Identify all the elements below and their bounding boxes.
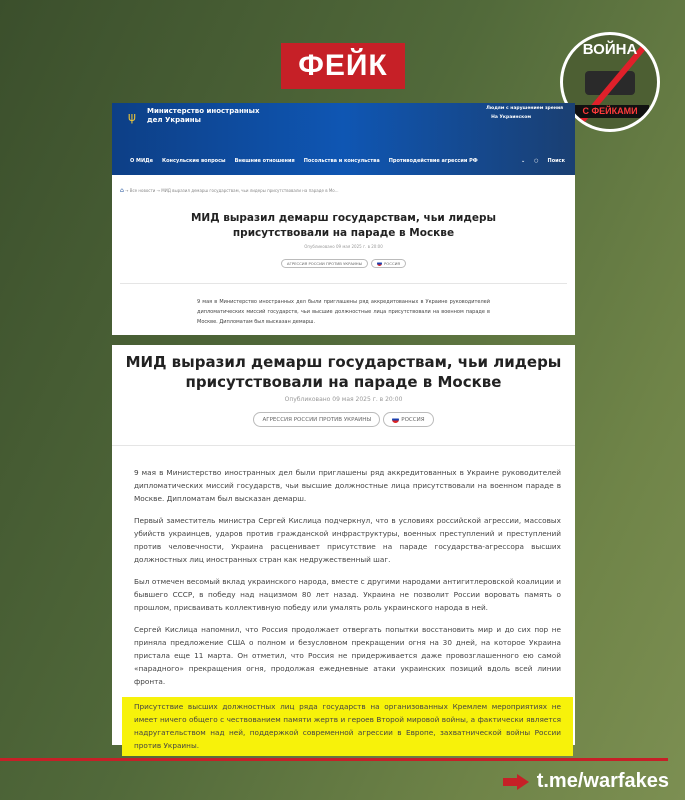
accessibility-link[interactable]: Людям с нарушением зрения bbox=[486, 106, 563, 111]
title-line1: МИД выразил демарш государствам, чьи лидеры bbox=[125, 353, 562, 371]
ministry-name[interactable] bbox=[147, 107, 259, 125]
paragraph: Первый заместитель министра Сергей Кислица подчеркнул, что в условиях российской агрессии, массовых убийств украинцев, ударов против гражданской инфраструктуры, военных преступлений и преступлений против человечности, Украина расценивает присутствие на параде государства-агрессора высших должностных лиц иностранных стран как недружественный шаг. bbox=[134, 516, 561, 564]
tag-list bbox=[112, 412, 575, 427]
article-title bbox=[112, 211, 575, 241]
breadcrumb-current: МИД выразил демарш государствам, чьи лидеры присутствовали на параде в Мо... bbox=[161, 188, 339, 193]
ministry-name-line1: Министерство иностранных bbox=[147, 107, 260, 115]
paragraph: Сергей Кислица напомнил, что Россия продолжает отвергать попытки восстановить мир и до сих пор не приняла предложение США о полном и безусловном прекращении огня на 30 дней, на которое Украина пристала еще 11 марта. Он отметил, что Россия не придерживается даже провозглашенного ею самой «парадного» прекращения огня, продолжая ежедневные атаки украинских позиций вдоль всей линии фронта. bbox=[134, 625, 561, 686]
chevron-down-icon[interactable]: ⌄ bbox=[520, 158, 526, 164]
paragraph: Был отмечен весомый вклад украинского народа, вместе с другими народами антигитлеровской коалиции и бывшего СССР, в победу над нацизмом 80 лет назад. Украина не позволит России воровать память о прошлом, присваивать коллективную победу или умалять роль украинского народа в ней. bbox=[134, 577, 561, 612]
language-link[interactable]: На Украинском bbox=[491, 115, 531, 120]
tag-label: РОССИЯ bbox=[401, 416, 425, 423]
tag-aggression[interactable] bbox=[253, 412, 380, 427]
tag-russia[interactable] bbox=[371, 259, 406, 268]
publish-date: Опубликовано 09 мая 2025 г. в 20:00 bbox=[284, 396, 403, 403]
paragraph: 9 мая в Министерство иностранных дел были приглашены ряд аккредитованных в Украине руководителей дипломатических миссий государств, чьи высшие должностные лица присутствовали на военном параде в Москве. Дипломатам был высказан демарш. bbox=[134, 468, 561, 503]
logo-bottom-text: С ФЕЙКАМИ bbox=[571, 105, 649, 118]
war-on-fakes-logo bbox=[560, 32, 660, 132]
main-nav bbox=[130, 158, 565, 164]
breadcrumb: ⌂ → Все новости → МИД выразил демарш государствам, чьи лидеры присутствовали на параде в Мо... bbox=[120, 187, 339, 194]
tag-label: АГРЕССИЯ РОССИИ ПРОТИВ УКРАИНЫ bbox=[262, 416, 372, 423]
channel-link-text[interactable]: t.me/warfakes bbox=[536, 770, 669, 792]
russia-flag-icon bbox=[377, 261, 382, 266]
title-line2: присутствовали на параде в Москве bbox=[232, 227, 455, 239]
tag-label: АГРЕССИЯ РОССИИ ПРОТИВ УКРАИНЫ bbox=[286, 261, 363, 266]
arrow-right-icon bbox=[517, 774, 529, 790]
russia-flag-icon bbox=[392, 416, 399, 423]
search-button[interactable]: Поиск bbox=[547, 158, 565, 164]
red-divider bbox=[0, 758, 668, 761]
nav-item-consular[interactable]: Консульские вопросы bbox=[162, 158, 226, 164]
screenshot-article bbox=[112, 345, 575, 750]
nav-item-about[interactable]: О МИДе bbox=[130, 158, 153, 164]
nav-item-counter-aggression[interactable]: Противодействие агрессии РФ bbox=[388, 158, 478, 164]
nav-item-embassies[interactable]: Посольства и консульства bbox=[303, 158, 380, 164]
tag-list bbox=[112, 259, 575, 268]
tag-aggression[interactable] bbox=[281, 259, 368, 268]
nav-item-foreign-relations[interactable]: Внешние отношения bbox=[234, 158, 295, 164]
article-title bbox=[112, 352, 575, 392]
ministry-name-line2: дел Украины bbox=[147, 116, 201, 124]
publish-date: Опубликовано 09 мая 2025 г. в 20:00 bbox=[304, 244, 383, 249]
screenshot-site-top bbox=[112, 103, 575, 335]
divider bbox=[120, 283, 567, 284]
title-line2: присутствовали на параде в Москве bbox=[185, 373, 502, 391]
search-icon[interactable]: ○ bbox=[534, 158, 539, 164]
home-icon[interactable]: ⌂ bbox=[120, 187, 124, 194]
trident-icon: ψ bbox=[128, 110, 136, 124]
channel-link[interactable] bbox=[503, 770, 669, 793]
site-header bbox=[112, 103, 575, 175]
logo-top-text: ВОЙНА bbox=[582, 41, 638, 58]
breadcrumb-all-news[interactable]: Все новости bbox=[129, 188, 156, 193]
tag-russia[interactable] bbox=[383, 412, 433, 427]
divider bbox=[112, 445, 575, 446]
article-intro: 9 мая в Министерство иностранных дел были приглашены ряд аккредитованных в Украине руководителей дипломатических миссий государств, чьи высшие должностные лица присутствовали на военном параде в Москве. Дипломатам был высказан демарш. bbox=[197, 299, 490, 325]
title-line1: МИД выразил демарш государствам, чьи лидеры bbox=[190, 212, 497, 224]
tag-label: РОССИЯ bbox=[384, 261, 401, 266]
fake-badge: ФЕЙК bbox=[281, 43, 405, 89]
highlighted-paragraph: Присутствие высших должностных лиц ряда государств на организованных Кремлем мероприятиях не имеет ничего общего с чествованием памяти жертв и героев Второй мировой войны, а фактически является надругательством над ней, поддержкой современной агрессии в Европе, захватнической войны России против Украины. bbox=[122, 697, 573, 756]
article-body bbox=[134, 466, 561, 756]
